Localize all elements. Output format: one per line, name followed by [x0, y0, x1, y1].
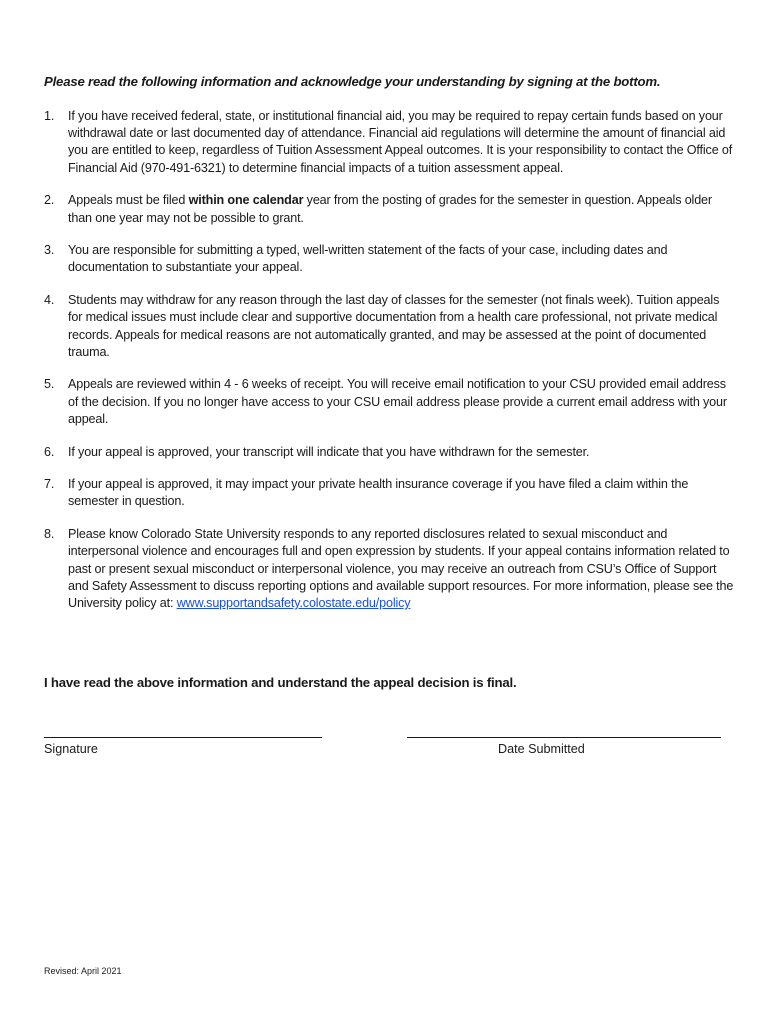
item-number: 8. — [44, 527, 55, 542]
item-text — [68, 193, 712, 224]
item-text — [68, 527, 733, 610]
acknowledgement-statement: I have read the above information and understand the appeal decision is final. — [44, 675, 517, 690]
item-text: You are responsible for submitting a typed, well-written statement of the facts of your case, including dates and documentation to substantiate your appeal. — [68, 243, 668, 275]
revised-date: Revised: April 2021 — [44, 966, 122, 976]
list-item — [44, 292, 734, 361]
item-number: 3. — [44, 243, 55, 258]
item-number: 4. — [44, 293, 55, 308]
policy-link[interactable]: www.supportandsafety.colostate.edu/policy — [176, 595, 411, 610]
item-text-post: year from the posting of grades for the semester in question. Appeals older than one year may not be possible to grant. — [68, 193, 712, 225]
list-item — [44, 376, 734, 428]
list-item — [44, 242, 734, 276]
list-item — [44, 192, 734, 226]
item-text: If your appeal is approved, your transcript will indicate that you have withdrawn for the semester. — [68, 444, 590, 459]
item-number: 6. — [44, 444, 55, 459]
list-item — [44, 444, 734, 461]
date-submitted-label: Date Submitted — [498, 742, 585, 756]
list-item — [44, 108, 734, 177]
item-number: 1. — [44, 109, 55, 123]
item-text: If you have received federal, state, or institutional financial aid, you may be required to repay certain funds based on your withdrawal date or last documented day of attendance. Financial aid regulations will determine the amount of financial aid you are entitled to keep, regardless of Tuition Assessment Appeal outcomes. It is your responsibility to contact the Office of Financial Aid (970-491-6321) to determine financial impacts of a tuition assessment appeal. — [68, 109, 733, 175]
signature-label: Signature — [44, 742, 98, 756]
item-number: 2. — [44, 193, 55, 208]
item-text: Students may withdraw for any reason through the last day of classes for the semester (not finals week). Tuition appeals for medical issues must include clear and supportive documentation from a health care professional, not private medical records. Appeals for medical reasons are not automatically granted, and may be assessed at the point of documented trauma. — [68, 293, 720, 359]
item-text-pre: Please know Colorado State University responds to any reported disclosures related to sexual misconduct and interpersonal violence and encourages full and open expression by students. If your appeal contains information related to past or present sexual misconduct or interpersonal violence, you may receive an outreach from CSU’s Office of Support and Safety Assessment to discuss reporting options and available support resources. For more information, please see the University policy at: — [68, 527, 734, 610]
item-text-pre: Appeals must be filed — [68, 193, 189, 208]
date-submitted-line[interactable] — [407, 737, 721, 738]
signature-line[interactable] — [44, 737, 322, 738]
list-item — [44, 476, 734, 510]
list-item — [44, 526, 734, 612]
item-number: 5. — [44, 377, 55, 392]
item-text: Appeals are reviewed within 4 - 6 weeks of receipt. You will receive email notification to your CSU provided email address of the decision. If you no longer have access to your CSU email address please provide a current email address with your appeal. — [68, 377, 727, 426]
intro-heading: Please read the following information and acknowledge your understanding by signing at the bottom. — [44, 74, 661, 89]
item-number: 7. — [44, 477, 55, 492]
item-text: If your appeal is approved, it may impact your private health insurance coverage if you have filed a claim within the semester in question. — [68, 477, 689, 509]
item-text-bold: within one calendar — [188, 193, 304, 208]
terms-list — [44, 108, 734, 628]
